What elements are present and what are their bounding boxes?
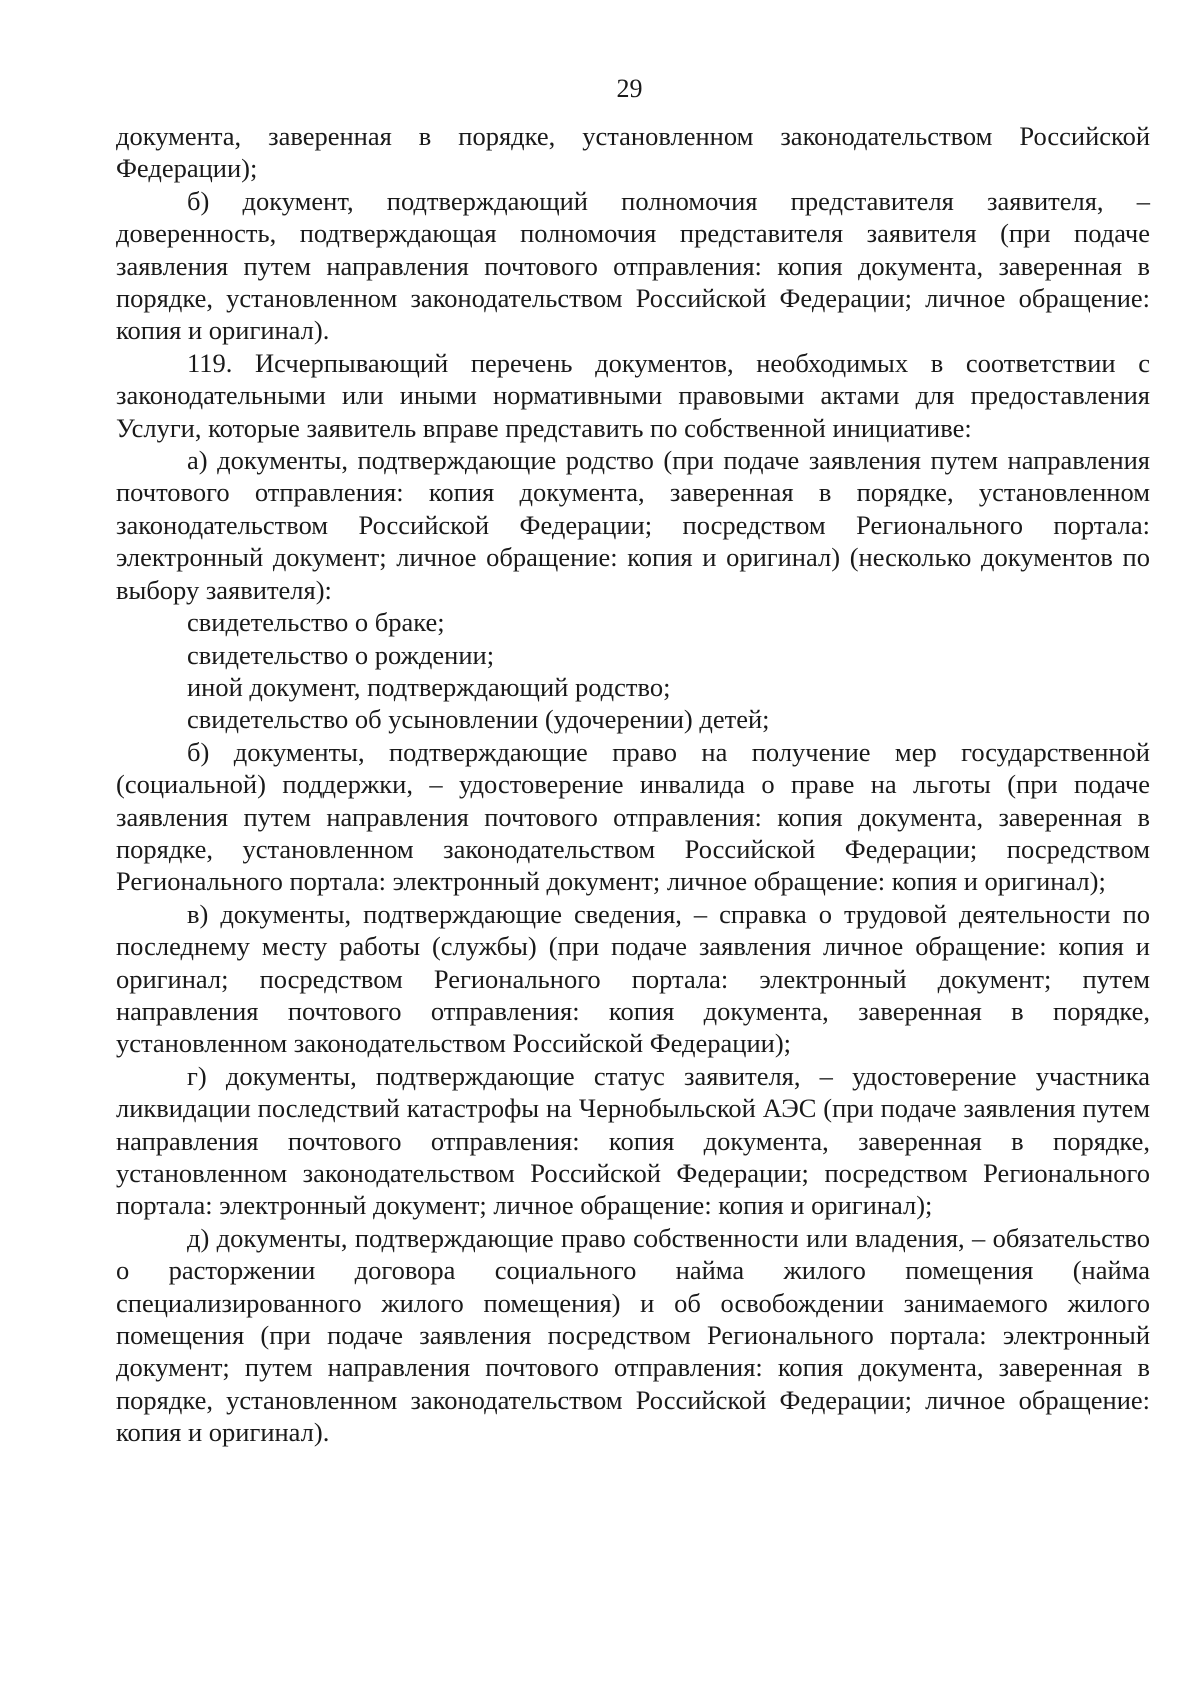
- paragraph-clause-119: 119. Исчерпывающий перечень документов, необходимых в соответствии с законодательными или иными нормативными правовыми актами для предоставления Услуги, которые заявитель вправе представить по собственной инициативе:: [116, 347, 1150, 443]
- paragraph-item-v-employment: в) документы, подтверждающие сведения, – справка о трудовой деятельности по последнему месту работы (службы) (при подаче заявления личное обращение: копия и оригинал; посредством Регионального портала: электронный документ; путем направления почтового отправления: копия документа, заверенная в порядке, установленном законодательством Российской Федерации);: [116, 898, 1150, 1059]
- document-body: [116, 120, 1150, 1449]
- list-item-adoption-certificate: свидетельство об усыновлении (удочерении) детей;: [187, 704, 770, 735]
- list-item-other-kinship-document: иной документ, подтверждающий родство;: [187, 671, 671, 702]
- paragraph-item-g-status: г) документы, подтверждающие статус заявителя, – удостоверение участника ликвидации последствий катастрофы на Чернобыльской АЭС (при подаче заявления путем направления почтового отправления: копия документа, заверенная в порядке, установленном законодательством Российской Федерации; посредством Регионального портала: электронный документ; личное обращение: копия и оригинал);: [116, 1060, 1150, 1221]
- list-item-birth-certificate: свидетельство о рождении;: [187, 639, 495, 670]
- list-item-marriage-certificate: свидетельство о браке;: [187, 607, 445, 638]
- page-number: 29: [616, 74, 643, 103]
- paragraph-item-b-state-support: б) документы, подтверждающие право на получение мер государственной (социальной) поддержки, – удостоверение инвалида о праве на льготы (при подаче заявления путем направления почтового отправления: копия документа, заверенная в порядке, установленном законодательством Российской Федерации; посредством Регионального портала: электронный документ; личное обращение: копия и оригинал);: [116, 736, 1150, 897]
- paragraph-item-d-ownership: д) документы, подтверждающие право собственности или владения, – обязательство о расторжении договора социального найма жилого помещения (найма специализированного жилого помещения) и об освобождении занимаемого жилого помещения (при подаче заявления посредством Регионального портала: электронный документ; путем направления почтового отправления: копия документа, заверенная в порядке, установленном законодательством Российской Федерации; личное обращение: копия и оригинал).: [116, 1222, 1150, 1448]
- paragraph-item-a-kinship: а) документы, подтверждающие родство (при подаче заявления путем направления почтового отправления: копия документа, заверенная в порядке, установленном законодательством Российской Федерации; посредством Регионального портала: электронный документ; личное обращение: копия и оригинал) (несколько документов по выбору заявителя):: [116, 445, 1150, 605]
- paragraph-item-b-representative: б) документ, подтверждающий полномочия представителя заявителя, – доверенность, подтверждающая полномочия представителя заявителя (при подаче заявления путем направления почтового отправления: копия документа, заверенная в порядке, установленном законодательством Российской Федерации; личное обращение: копия и оригинал).: [116, 185, 1150, 346]
- paragraph-continuation: документа, заверенная в порядке, установленном законодательством Российской Федерации);: [116, 121, 1150, 184]
